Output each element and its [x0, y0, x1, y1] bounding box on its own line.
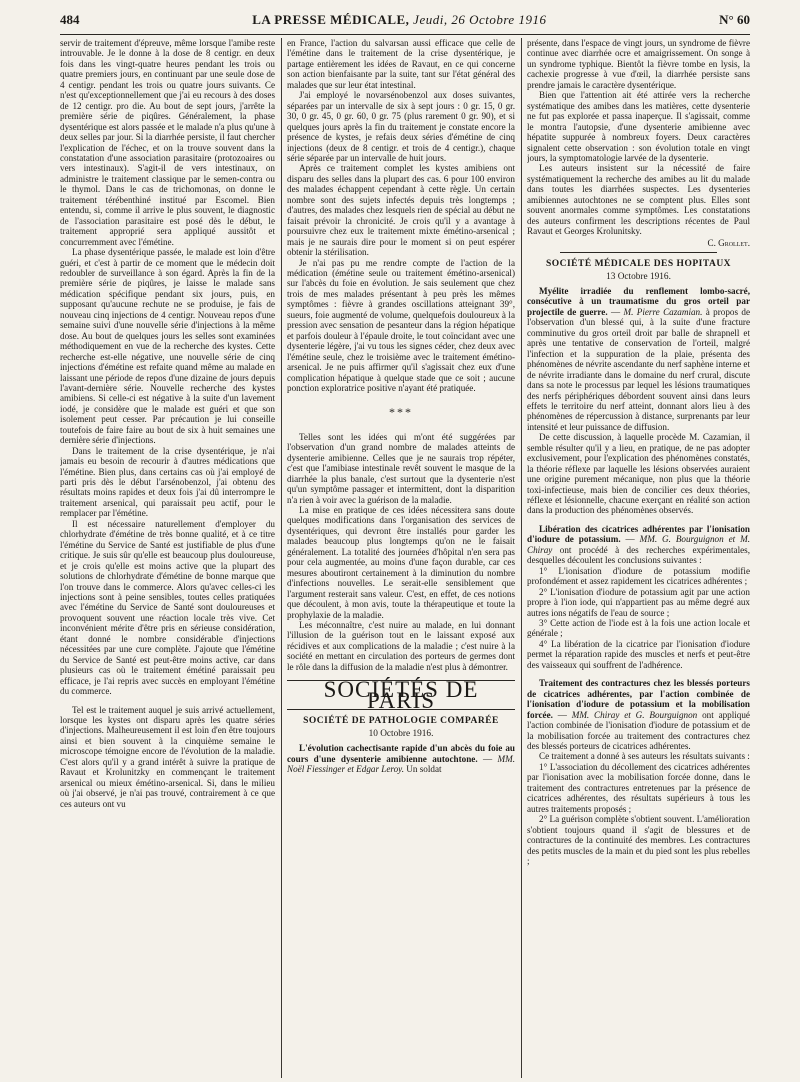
- column-middle: [287, 38, 515, 1078]
- paragraph-text: ont procédé à des recherches expérimentales, desquelles découlent les conclusions suivantes :: [527, 544, 750, 566]
- paragraph: Ce traitement a donné à ses auteurs les résultats suivants :: [539, 751, 750, 762]
- list-item: 2° La guérison complète s'obtient souvent. L'amélioration s'obtient toujours quand il s'agit de blessures et de contractures de la continuité des membres. Les contractures des petits muscles de la main et du pied sont les plus rebelles ;: [527, 814, 750, 866]
- section-rule: [560, 252, 716, 253]
- paragraph: Je n'ai pas pu me rendre compte de l'action de la médication (émétine seule ou traitement émétino-arsenical) sur l'abcès du foie en évolution. Je sais seulement que chez trois de mes malades présentant à peu près les mêmes symptômes : fièvre à grandes oscillations atteignant 39°, sueurs, foie augmenté de volume, quelquefois douloureux à la pression avec sensation de pesanteur dans la région hépatique et parfois douleur à l'épaule droite, le tout coïncidant avec une dysenterie légère, j'ai vu tous les signes céder, chez deux avec l'émétine seule, chez le troisième avec le traitement émétino-arsenical. Je ne puis affirmer qu'il s'agissait chez eux d'une complication hépatique à quelque stade que ce soit ; aucune ponction exploratrice positive n'ayant été pratiquée.: [287, 257, 515, 393]
- author-signature: C. Grollet.: [707, 237, 750, 248]
- paragraph: J'ai employé le novarsénobenzol aux doses suivantes, séparées par un intervalle de six à sept jours : 0 gr. 15, 0 gr. 30, 0 gr. 45, 0 gr. 60, 0 gr. 75 (plus rarement 0 gr. 90), et si quelques jours après la fin du traitement je constate encore la présence de kystes, je refais deux séries d'émétine de cinq injections (deux de 8 centigr. et trois de 4 centigr.), chaque série séparée par un intervalle de huit jours.: [287, 90, 515, 163]
- section-separator-stars: ***: [389, 405, 413, 420]
- paragraph-text: ont appliqué l'action combinée de l'ionisation d'iodure de potassium et de la mobilisation forcée au traitement des contractures chez des blessés porteurs de cicatrices adhérentes.: [527, 709, 750, 751]
- issue-number: N° 60: [719, 12, 750, 27]
- list-item: 3° Cette action de l'iode est à la fois une action locale et générale ;: [527, 618, 750, 639]
- society-title: SOCIÉTÉ DE PATHOLOGIE COMPARÉE: [303, 716, 499, 727]
- paragraph: Bien que l'attention ait été attirée vers la recherche systématique des amibes dans les matières, cette dysenterie ne fut pas explorée et passa inaperçue. Il s'agissait, comme le montra l'autopsie, d'une dysenterie amibienne avec hépatite suppurée à nombreux foyers. Deux caractères signalent cette observation : son évolution totale en vingt jours, la symptomatologie larvée de la dysenterie.: [527, 90, 750, 163]
- page-number: 484: [60, 12, 80, 27]
- session-date: 13 Octobre 1916.: [606, 271, 671, 282]
- society-title: SOCIÉTÉ MÉDICALE DES HOPITAUX: [545, 259, 732, 270]
- list-item: 1° L'ionisation d'iodure de potassium modifie profondément et assez rapidement les cicatrices adhérentes ;: [527, 565, 750, 587]
- paragraph: Les auteurs insistent sur la nécessité de faire systématiquement la recherche des amibes au lit du malade dans toutes les diarrhées suspectes. Les dysenteries amibiennes autochtones ne se comptent plus. Elles sont souvent anormales comme symptômes. Les constatations des auteurs confirment les descriptions récentes de Paul Ravaut et Georges Krolunitsky.: [527, 163, 750, 237]
- list-item: 2° L'ionisation d'iodure de potassium agit par une action propre à l'ion iode, qui n'appartient pas au même degré aux autres ions négatifs de l'eau de source ;: [527, 586, 750, 618]
- paragraph: servir de traitement d'épreuve, même lorsque l'amibe reste introuvable. Je le donne à la dose de 8 centigr. en deux fois dans les vingt-quatre heures pendant les trois ou quatre premiers jours, en continuant par une seule dose de 4 centigr. pendant les trois ou quatre jours suivants. Ce n'est qu'exceptionnellement que j'ai eu recours à des doses de 12 centigr. pro die. Au bout de sept jours, j'arrête la première série de piqûres. Généralement, la phase dysentérique est alors passée et le malade n'a plus qu'une à deux selles par jour. Si la diarrhée persiste, il faut chercher l'explication de l'échec, et on la trouve souvent dans la constatation d'une association parasitaire (protozoaires ou vers intestinaux). S'agit-il de vers intestinaux, on administre le traitement classique par le semen-contra ou le thymol. Dans le cas de trichomonas, on donne le traitement térébenthiné institué par Escomel. Bien entendu, si, comme il arrive le plus souvent, le diagnostic de l'association parasitaire est posé dès le début, le traitement approprié sera appliqué aussitôt et concurremment avec l'émétine.: [60, 38, 275, 247]
- paragraph: Après ce traitement complet les kystes amibiens ont disparu des selles dans la plupart des cas. 6 pour 100 environ des malades échappent cependant à cette règle. Un certain nombre sont des sujets infectés depuis très longtemps ; d'autres, des malades chez lesquels rien de spécial au début ne faisait prévoir la chronicité. Je crois qu'il y a avantage à poursuivre chez eux le traitement mixte émétino-arsenical ; mais je ne saurais dire pour le moment si on peut espérer obtenir la stérilisation.: [287, 163, 515, 258]
- communication-authors: MM. Noël Fiessinger et Edgar Leroy.: [287, 753, 515, 774]
- issue-date: Jeudi, 26 Octobre 1916: [413, 12, 547, 27]
- communication-authors: MM. Chiray et G. Bourguignon: [571, 709, 698, 720]
- paragraph: La mise en pratique de ces idées nécessitera sans doute quelques modifications dans l'organisation des services de dysentériques, qui devront être installés pour garder les malades beaucoup plus longtemps qu'on ne le faisait généralement. La totalité des journées d'hôpital n'en sera pas pour cela augmentée, au moins d'une façon durable, car ces mesures aboutiront certainement à la diminution du nombre d'infections nouvelles. Le serait-elle sensiblement que l'argument resterait sans valeur. C'est, en effet, de ces notions que découlent, à mon avis, toute la thérapeutique et toute la prophylaxie de la maladie.: [287, 505, 515, 620]
- paragraph: Telles sont les idées qui m'ont été suggérées par l'observation d'un grand nombre de malades atteints de dysenterie amibienne. Celles que je ne saurais trop répéter, c'est que l'amibiase intestinale revêt souvent le masque de la diarrhée la plus banale, c'est surtout que la dysenterie n'est qu'un symptôme passager et intermittent, dont la disparition n'a rien à voir avec la guérison de la maladie.: [287, 431, 515, 505]
- paragraph: Traitement des contractures chez les blessés porteurs de cicatrices adhérentes, par l'action combinée de l'ionisation d'iodure de potassium et la mobilisation forcée. — MM. Chiray et G. Bourguignon ont appliqué l'action combinée de l'ionisation d'iodure de potassium et de la mobilisation forcée au traitement des contractures chez des blessés porteurs de cicatrices adhérentes.: [527, 678, 750, 751]
- journal-title: LA PRESSE MÉDICALE,: [252, 12, 410, 27]
- communication-title: Myélite irradiée du renflement lombo-sacré, consécutive à un traumatisme du gros orteil par projectile de guerre.: [527, 285, 750, 317]
- page-header: [60, 12, 750, 34]
- paragraph: présente, dans l'espace de vingt jours, un syndrome de fièvre continue avec diarrhée ocre et amaigrissement. On songe à un syndrome typhique. Bientôt la fièvre tombe en lysis, la cachexie progresse à vue d'œil, la diarrhée persiste sans prendre jamais le caractère dysentérique.: [527, 38, 750, 90]
- column-divider: [521, 38, 522, 1078]
- paragraph: Les méconnaître, c'est nuire au malade, en lui donnant l'illusion de la guérison tout en le laissant exposé aux récidives et aux complications de la maladie ; c'est nuire à la société en mettant en circulation des porteurs de germes dont le rôle dans la diffusion de la maladie n'est plus à démontrer.: [287, 620, 515, 672]
- journal-masthead: [252, 12, 546, 28]
- column-left: [60, 38, 275, 1078]
- header-rule: [60, 34, 750, 35]
- paragraph-text: Un soldat: [406, 764, 442, 774]
- column-right: [527, 38, 750, 1078]
- paragraph: Dans le traitement de la crise dysentérique, je n'ai jamais eu besoin de recourir à d'autres médications que l'émétine. Bien plus, dans certains cas où j'ai employé de parti pris dès le début l'arsénobenzol, j'ai obtenu des résultats moins rapides et deux fois j'ai dû interrompre le traitement arsenical, qui paraissait peu actif, pour le remplacer par l'émétine.: [60, 445, 275, 519]
- paragraph: La phase dysentérique passée, le malade est loin d'être guéri, et c'est à partir de ce moment que le médecin doit redoubler de surveillance à son égard. Après la fin de la première série de piqûres, je laisse le malade sans médication spécifique pendant six jours, puis, en supposant qu'aucune rechute ne se produise, je fais de nouveau cinq injections de 4 centigr. Nouveau repos d'une semaine suivi d'une nouvelle série d'injections à la même dose. Au bout de quelques jours les selles sont examinées méthodiquement en vue de la recherche des kystes. Cette recherche est-elle négative, une nouvelle série de cinq injections d'émétine est refaite quand même au malade en laissant une période de repos d'une dizaine de jours depuis l'avant-dernière série. Nouvelle recherche des kystes amibiens. Si celle-ci est négative à la suite d'un lavement iodé, je considère que le malade est guéri et que son isolement peut cesser. Par précaution je lui conseille toutefois de faire faire au bout de six à huit semaines une dernière série d'injections.: [60, 247, 275, 446]
- communication-title: Libération des cicatrices adhérentes par l'ionisation d'iodure de potassium.: [527, 523, 750, 545]
- paragraph-text: à propos de l'observation d'un blessé qui, à la suite d'une fracture comminutive du gros orteil droit par balle de shrapnell et après une tentative de conservation de l'orteil, malgré l'infection et la suppuration de la plaie, présenta des phénomènes de névrite ascendante du nerf saphène interne et de névrite irradiante dans le domaine du nerf crural, discute dans sa note le processus par lequel les lésions traumatiques des nerfs périphériques débordent souvent ainsi dans leurs effets le territoire du nerf atteint, donnant alors lieu à des phénomènes de répercussion à distance, surprenants par leur intensité et leur puissance de diffusion.: [527, 306, 750, 432]
- paragraph: De cette discussion, à laquelle procède M. Cazamian, il semble résulter qu'il y a lieu, en pratique, de ne pas adopter exclusivement, pour l'explication des phénomènes constatés, la théorie réflexe par laquelle les lésions observées auraient une origine purement mécanique, non plus que la théorie toxi-infectieuse, mais bien de concilier ces deux théories, réflexe et lésionnelle, chacune exerçant en réalité son action dans la production des phénomènes observés.: [527, 432, 750, 516]
- list-item: 4° La libération de la cicatrice par l'ionisation d'iodure permet la réparation rapide des muscles et nerfs et peut-être des vaisseaux qui souffrent de l'adhérence.: [527, 638, 750, 670]
- communication-authors: MM. G. Bourguignon et M. Chiray: [527, 534, 750, 555]
- societies-heading: SOCIÉTÉS DE PARIS: [287, 680, 515, 710]
- communication-authors: M. Pierre Cazamian.: [623, 306, 703, 317]
- paragraph: en France, l'action du salvarsan aussi efficace que celle de l'émétine dans le traitement de la crise dysentérique, je partage entièrement les idées de Ravaut, en ce qui concerne son action bienfaisante par la suite, tant sur l'état général des malades que sur leur état intestinal.: [287, 38, 515, 90]
- communication-title: Traitement des contractures chez les blessés porteurs de cicatrices adhérentes, par l'action combinée de l'ionisation d'iodure de potassium et la mobilisation forcée.: [527, 678, 750, 720]
- paragraph: Tel est le traitement auquel je suis arrivé actuellement, lorsque les kystes ont disparu après les quatre séries d'injections. Malheureusement il est loin d'en être toujours ainsi et bien souvent à la cinquième semaine le microscope témoigne encore de l'évolution de la maladie. C'est alors qu'il y a grand intérêt à suivre la pratique de Ravaut et Krolunitzky en commençant le traitement arsenical ou mieux émétino-arsenical. Si, dans le milieu où j'ai observé, je n'ai pas trouvé, contrairement à ce que ces auteurs ont vu: [60, 704, 275, 809]
- paragraph: L'évolution cachectisante rapide d'un abcès du foie au cours d'une dysenterie amibienne autochtone. — MM. Noël Fiessinger et Edgar Leroy. Un soldat: [287, 743, 515, 774]
- session-date: 10 Octobre 1916.: [368, 728, 434, 739]
- list-item: 1° L'association du décollement des cicatrices adhérentes par l'ionisation avec la mobilisation forcée donne, dans le traitement des contractures entretenues par la présence de cicatrices adhérentes, des résultats supérieurs à tous les autres traitements proposés ;: [527, 761, 750, 814]
- column-divider: [281, 38, 282, 1078]
- paragraph: Libération des cicatrices adhérentes par l'ionisation d'iodure de potassium. — MM. G. Bourguignon et M. Chiray ont procédé à des recherches expérimentales, desquelles découlent les conclusions suivantes :: [527, 523, 750, 566]
- paragraph: Myélite irradiée du renflement lombo-sacré, consécutive à un traumatisme du gros orteil par projectile de guerre. — M. Pierre Cazamian. à propos de l'observation d'un blessé qui, à la suite d'une fracture comminutive du gros orteil droit par balle de shrapnell et après une tentative de conservation de l'orteil, malgré l'infection et la suppuration de la plaie, présenta des phénomènes de névrite ascendante du nerf saphène interne et de névrite irradiante dans le domaine du nerf crural, discute dans sa note le processus par lequel les lésions traumatiques des nerfs périphériques débordent souvent ainsi dans leurs effets le territoire du nerf atteint, donnant alors lieu à des phénomènes de répercussion à distance, surprenants par leur intensité et leur puissance de diffusion.: [527, 285, 750, 432]
- communication-title: L'évolution cachectisante rapide d'un abcès du foie au cours d'une dysenterie amibienne autochtone.: [287, 743, 515, 764]
- paragraph: Il est nécessaire naturellement d'employer du chlorhydrate d'émétine de très bonne qualité, et à ce titre l'émétine du Service de Santé est justifiable de plus d'une critique. Je suis sûr qu'elle est beaucoup plus douloureuse, et je crois qu'elle est moins active que la plupart des solutions de chlorhydrate d'émétine de bonne marque que l'on trouve dans le commerce. Alors qu'avec celles-ci les injections sont à peine sensibles, toutes celles pratiquées avec l'émétine du Service de Santé sont douloureuses et provoquent souvent une réaction locale très vive. Cet inconvénient mérite d'être pris en sérieuse considération, étant donné le nombre considérable d'injections nécessitées par une cure complète. J'ajoute que l'émétine du Service de Santé est peut-être moins active, car dans plusieurs cas où le traitement émétiné paraissait peu efficace, je l'ai repris avec succès en employant l'émétine du commerce.: [60, 518, 275, 697]
